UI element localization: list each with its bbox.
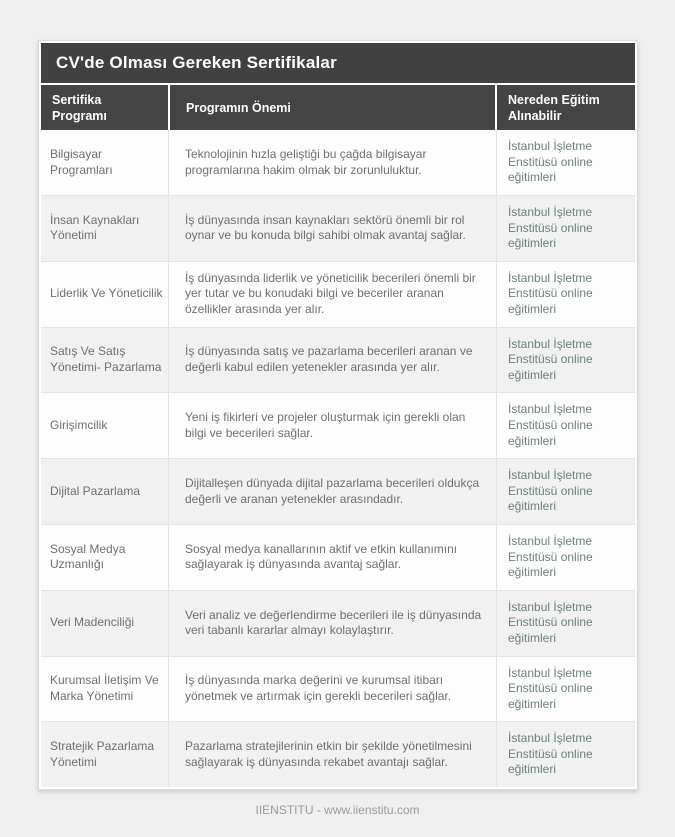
- certificates-table-card: [38, 40, 638, 790]
- importance-cell: Teknolojinin hızla geliştiği bu çağda bilgisayar programlarına hakim olmak bir zorunluluktur.: [168, 130, 497, 195]
- table-row: [41, 195, 635, 261]
- table-row: [41, 327, 635, 393]
- source-cell: İstanbul İşletme Enstitüsü online eğitimleri: [508, 205, 593, 251]
- program-cell: Bilgisayar Programları: [50, 147, 113, 177]
- table-row: [41, 656, 635, 722]
- program-cell: Dijital Pazarlama: [50, 483, 141, 498]
- source-cell: İstanbul İşletme Enstitüsü online eğitimleri: [508, 402, 593, 448]
- program-cell: Stratejik Pazarlama Yönetimi: [50, 739, 155, 769]
- source-cell: İstanbul İşletme Enstitüsü online eğitimleri: [508, 665, 593, 711]
- source-cell: İstanbul İşletme Enstitüsü online eğitimleri: [508, 599, 593, 645]
- table-row: [41, 721, 635, 787]
- importance-cell: Veri analiz ve değerlendirme becerileri ile iş dünyasında veri tabanlı kararlar almayı kolaylaştırır.: [168, 591, 497, 656]
- source-cell: İstanbul İşletme Enstitüsü online eğitimleri: [508, 270, 593, 316]
- column-header-program: Sertifika Programı: [41, 85, 168, 130]
- table-body: [41, 130, 635, 787]
- table-row: [41, 261, 635, 327]
- importance-cell: İş dünyasında marka değerini ve kurumsal itibarı yönetmek ve artırmak için gerekli becerileri sağlar.: [168, 657, 497, 722]
- table-title: CV'de Olması Gereken Sertifikalar: [41, 43, 635, 83]
- table-row: [41, 458, 635, 524]
- source-cell: İstanbul İşletme Enstitüsü online eğitimleri: [508, 468, 593, 514]
- importance-cell: İş dünyasında satış ve pazarlama becerileri aranan ve değerli kabul edilen yetenekler arasında yer alır.: [168, 328, 497, 393]
- program-cell: Kurumsal İletişim Ve Marka Yönetimi: [50, 673, 159, 703]
- source-cell: İstanbul İşletme Enstitüsü online eğitimleri: [508, 731, 593, 777]
- table-row: [41, 590, 635, 656]
- table-row: [41, 524, 635, 590]
- source-cell: İstanbul İşletme Enstitüsü online eğitimleri: [508, 139, 593, 185]
- column-header-importance: Programın Önemi: [170, 85, 495, 130]
- program-cell: İnsan Kaynakları Yönetimi: [50, 212, 140, 243]
- importance-cell: Pazarlama stratejilerinin etkin bir şekilde yönetilmesini sağlayarak iş dünyasında rekabet avantajı sağlar.: [168, 722, 497, 787]
- importance-cell: Yeni iş fikirleri ve projeler oluşturmak için gerekli olan bilgi ve becerileri sağlar.: [168, 393, 497, 458]
- program-cell: Sosyal Medya Uzmanlığı: [50, 541, 126, 572]
- source-cell: İstanbul İşletme Enstitüsü online eğitimleri: [508, 533, 593, 580]
- column-header-source: Nereden Eğitim Alınabilir: [497, 85, 635, 130]
- program-cell: Girişimcilik: [50, 417, 108, 432]
- program-cell: Liderlik Ve Yöneticilik: [50, 286, 163, 301]
- source-cell: İstanbul İşletme Enstitüsü online eğitimleri: [508, 336, 593, 382]
- importance-cell: İş dünyasında insan kaynakları sektörü önemli bir rol oynar ve bu konuda bilgi sahibi olmak avantaj sağlar.: [168, 196, 497, 261]
- importance-cell: Dijitalleşen dünyada dijital pazarlama becerileri oldukça değerli ve aranan yetenekler arasındadır.: [168, 459, 497, 524]
- footer-branding: IIENSTITU - www.iienstitu.com: [255, 803, 420, 818]
- importance-cell: İş dünyasında liderlik ve yöneticilik becerileri önemli bir yer tutar ve bu konudaki bilgi ve beceriler aranan özellikler arasında yer alır.: [168, 262, 497, 327]
- program-cell: Satış Ve Satış Yönetimi- Pazarlama: [50, 344, 162, 374]
- table-header-row: [41, 85, 635, 130]
- table-row: [41, 130, 635, 195]
- importance-cell: Sosyal medya kanallarının aktif ve etkin kullanımını sağlayarak iş dünyasında avantaj sağlar.: [168, 525, 497, 590]
- program-cell: Veri Madenciliği: [50, 615, 135, 630]
- table-row: [41, 392, 635, 458]
